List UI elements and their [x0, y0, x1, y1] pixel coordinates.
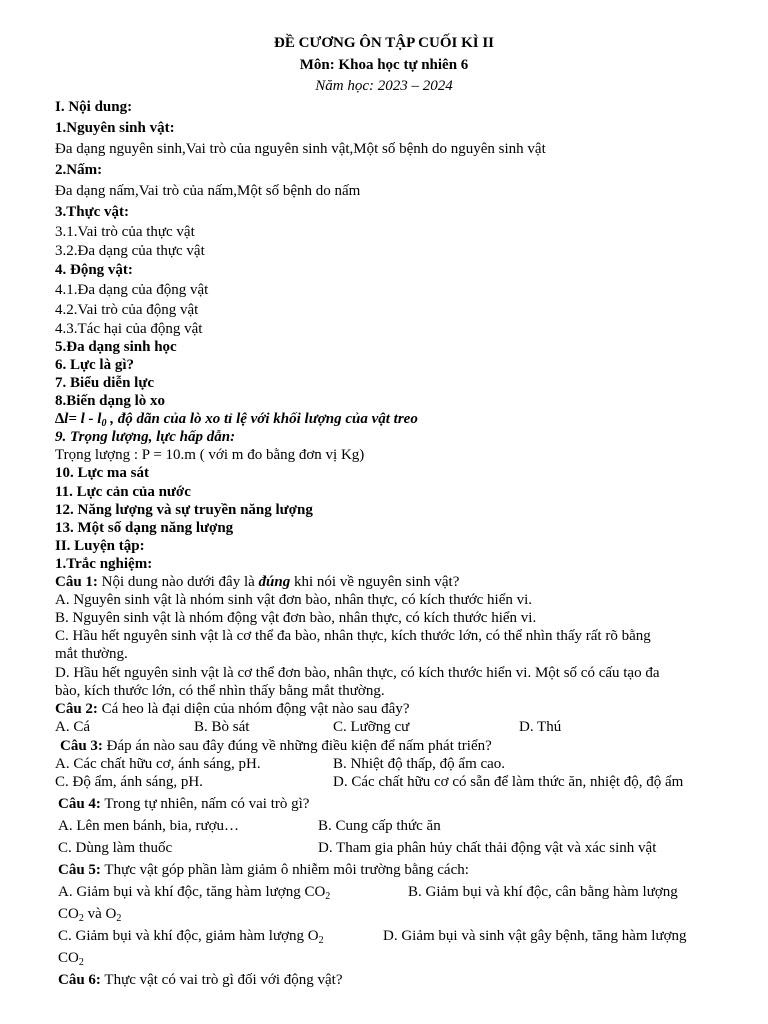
question-emphasis: đúng — [258, 574, 291, 590]
question-label: Câu 4: — [58, 796, 101, 812]
practice-subheading: 1.Trắc nghiệm: — [55, 556, 153, 572]
question-4 — [58, 795, 728, 813]
formula-part: , độ dãn của lò xo tỉ lệ với khối lượng của vật treo — [106, 411, 418, 427]
topic-4-title: 4. Động vật: — [55, 262, 133, 278]
q4-option-d: D. Tham gia phân hủy chất thải động vật và xác sinh vật — [318, 840, 657, 856]
question-text: Thực vật góp phần làm giảm ô nhiễm môi trường bằng cách: — [100, 862, 469, 878]
topic-7: 7. Biểu diễn lực — [55, 375, 155, 391]
subscript: 2 — [325, 891, 331, 902]
section-heading-practice: II. Luyện tập: — [55, 538, 145, 554]
topic-12: 12. Năng lượng và sự truyền năng lượng — [55, 502, 313, 518]
option-text: A. Giảm bụi và khí độc, tăng hàm lượng CO — [58, 884, 326, 900]
document-subject: Môn: Khoa học tự nhiên 6 — [299, 57, 469, 73]
q2-option-c: C. Lưỡng cư — [333, 719, 410, 735]
topic-2-title: 2.Nấm: — [55, 162, 103, 178]
option-text: C. Giảm bụi và khí độc, giảm hàm lượng O — [58, 928, 319, 944]
q3-option-d: D. Các chất hữu cơ có sẵn để làm thức ăn, nhiệt độ, độ ẩm — [333, 774, 684, 790]
q1-option-c-cont: mắt thường. — [55, 646, 128, 662]
q2-option-d: D. Thú — [519, 719, 562, 735]
topic-2-text: Đa dạng nấm,Vai trò của nấm,Một số bệnh do nấm — [55, 183, 361, 199]
topic-4-2: 4.2.Vai trò của động vật — [55, 302, 199, 318]
subscript: 2 — [78, 957, 84, 968]
option-text: CO — [58, 950, 79, 966]
topic-1-text: Đa dạng nguyên sinh,Vai trò của nguyên sinh vật,Một số bệnh do nguyên sinh vật — [55, 141, 546, 157]
document-title: ĐỀ CƯƠNG ÔN TẬP CUỐI KÌ II — [273, 35, 495, 51]
q3-option-b: B. Nhiệt độ thấp, độ ẩm cao. — [333, 756, 506, 772]
topic-13: 13. Một số dạng năng lượng — [55, 520, 234, 536]
question-label: Câu 6: — [58, 972, 101, 988]
topic-3-title: 3.Thực vật: — [55, 204, 129, 220]
q1-option-d: D. Hầu hết nguyên sinh vật là cơ thể đơn bào, nhân thực, có kích thước hiển vi. Một số có cấu tạo đa — [55, 665, 660, 681]
subscript: 2 — [318, 935, 324, 946]
q5-option-c — [58, 927, 324, 945]
question-2 — [55, 700, 728, 718]
topic-8: 8.Biến dạng lò xo — [55, 393, 166, 409]
q1-option-b: B. Nguyên sinh vật là nhóm động vật đơn bào, nhân thực, có kích thước hiển vi. — [55, 610, 537, 626]
section-heading-content: I. Nội dung: — [55, 99, 133, 115]
q5-option-b: B. Giảm bụi và khí độc, cân bằng hàm lượng — [408, 884, 678, 900]
topic-6: 6. Lực là gì? — [55, 357, 134, 373]
document-year: Năm học: 2023 – 2024 — [315, 78, 453, 94]
q4-option-a: A. Lên men bánh, bia, rượu… — [58, 818, 240, 834]
question-label: Câu 5: — [58, 862, 101, 878]
question-label: Câu 3: — [60, 738, 103, 754]
subscript: 2 — [78, 913, 84, 924]
option-text: CO — [58, 906, 79, 922]
question-3 — [60, 737, 728, 755]
topic-5: 5.Đa dạng sinh học — [55, 339, 177, 355]
question-1 — [55, 573, 728, 591]
q2-option-b: B. Bò sát — [194, 719, 250, 735]
question-label: Câu 1: — [55, 574, 98, 590]
topic-3-1: 3.1.Vai trò của thực vật — [55, 224, 195, 240]
question-label: Câu 2: — [55, 701, 98, 717]
q5-option-a — [58, 883, 330, 901]
question-6 — [58, 971, 728, 989]
q1-option-c: C. Hầu hết nguyên sinh vật là cơ thể đa bào, nhân thực, kích thước lớn, có thể nhìn thấy rất rõ bằng — [55, 628, 651, 644]
q1-option-a: A. Nguyên sinh vật là nhóm sinh vật đơn bào, nhân thực, có kích thước hiển vi. — [55, 592, 533, 608]
topic-10: 10. Lực ma sát — [55, 465, 149, 481]
q1-option-d-cont: bào, kích thước lớn, có thể nhìn thấy bằng mắt thường. — [55, 683, 385, 699]
q5-option-d: D. Giảm bụi và sinh vật gây bệnh, tăng hàm lượng — [383, 928, 687, 944]
formula-subscript: 0 — [101, 418, 107, 429]
q5-option-d-cont — [58, 949, 84, 967]
q3-option-a: A. Các chất hữu cơ, ánh sáng, pH. — [55, 756, 261, 772]
topic-1-title: 1.Nguyên sinh vật: — [55, 120, 175, 136]
topic-4-1: 4.1.Đa dạng của động vật — [55, 282, 209, 298]
question-text: khi nói về nguyên sinh vật? — [290, 574, 460, 590]
topic-11: 11. Lực cản của nước — [55, 484, 191, 500]
question-text: Thực vật có vai trò gì đối với động vật? — [100, 972, 343, 988]
q4-option-c: C. Dùng làm thuốc — [58, 840, 173, 856]
topic-3-2: 3.2.Đa dạng của thực vật — [55, 243, 205, 259]
topic-9: 9. Trọng lượng, lực hấp dẫn: — [55, 429, 236, 445]
topic-4-3: 4.3.Tác hại của động vật — [55, 321, 203, 337]
question-text: Nội dung nào dưới đây là — [97, 574, 259, 590]
q5-option-b-cont — [58, 905, 121, 923]
option-text: và O — [83, 906, 117, 922]
spring-formula — [55, 410, 728, 428]
question-text: Trong tự nhiên, nấm có vai trò gì? — [100, 796, 310, 812]
subscript: 2 — [116, 913, 122, 924]
question-5 — [58, 861, 728, 879]
formula-part: ∆l= l - l — [55, 411, 102, 427]
q4-option-b: B. Cung cấp thức ăn — [318, 818, 441, 834]
question-text: Đáp án nào sau đây đúng về những điều kiện để nấm phát triển? — [102, 738, 492, 754]
q2-option-a: A. Cá — [55, 719, 90, 735]
question-text: Cá heo là đại diện của nhóm động vật nào sau đây? — [97, 701, 410, 717]
topic-9-text: Trọng lượng : P = 10.m ( với m đo bằng đơn vị Kg) — [55, 447, 365, 463]
q3-option-c: C. Độ ẩm, ánh sáng, pH. — [55, 774, 203, 790]
